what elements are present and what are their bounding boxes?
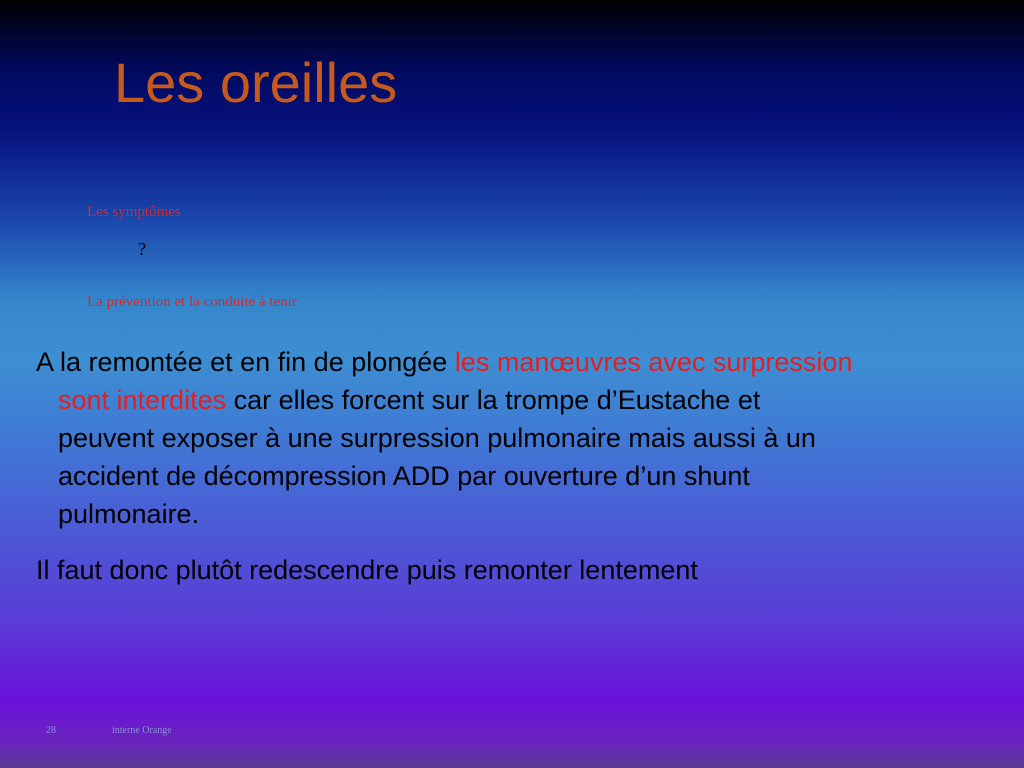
slide-number: 28 (46, 725, 56, 736)
subtopic-symptoms: Les symptômes (87, 204, 181, 220)
highlight-text: les manœuvres avec surpression (454, 347, 853, 377)
paragraph-line: peuvent exposer à une surpression pulmonaire mais aussi à un (58, 423, 816, 453)
paragraph-maneuvers (36, 343, 996, 533)
subtopic-prevention: La prévention et la conduite à tenir (87, 294, 297, 310)
paragraph-conclusion: Il faut donc plutôt redescendre puis remonter lentement (36, 555, 698, 585)
footer-label: interne Orange (112, 725, 172, 736)
paragraph-line: accident de décompression ADD par ouverture d’un shunt (58, 461, 750, 491)
text-segment: A la remontée et en fin de plongée (36, 347, 455, 377)
slide-title: Les oreilles (114, 51, 398, 114)
paragraph-line (36, 381, 996, 419)
paragraph-line (36, 343, 996, 381)
highlight-text: sont interdites (58, 385, 227, 415)
text-segment: car elles forcent sur la trompe d’Eustache et (226, 385, 761, 415)
paragraph-line: pulmonaire. (58, 499, 200, 529)
subtopic-question-mark: ? (138, 239, 146, 259)
